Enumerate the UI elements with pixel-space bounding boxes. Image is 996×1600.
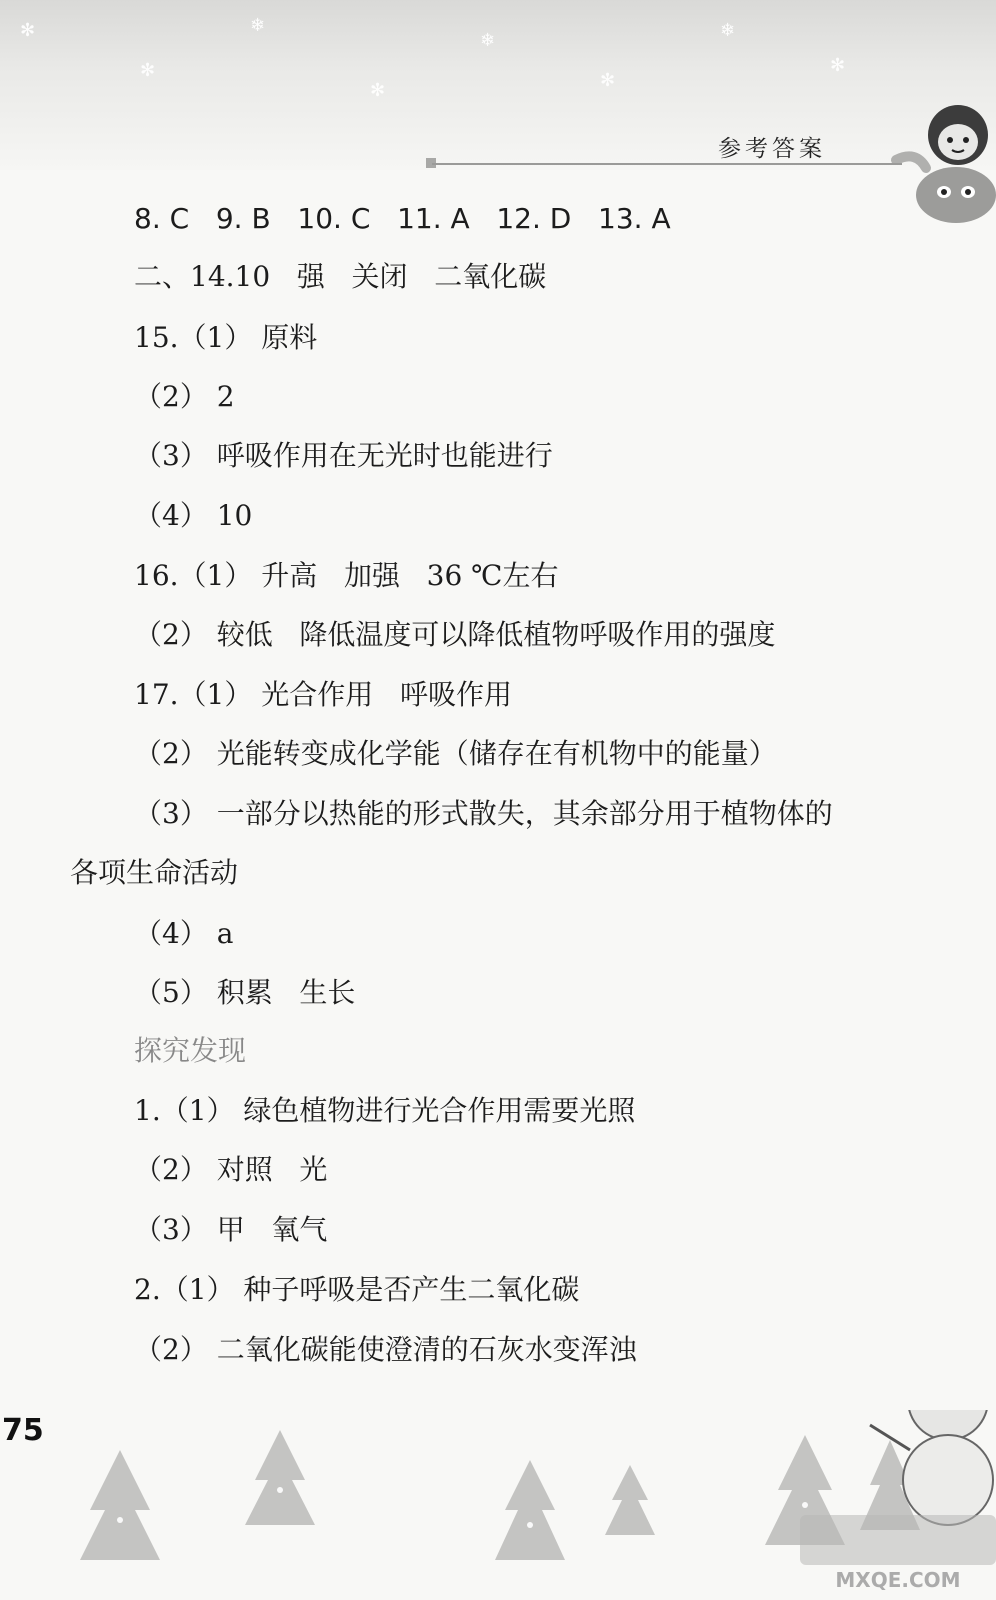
top-decorative-band (0, 0, 996, 170)
snowflake-icon: ✻ (830, 55, 846, 76)
cartoon-girl-icon (886, 80, 996, 230)
page-header-title: 参考答案 (718, 136, 826, 162)
answer-line: 8. C 9. B 10. C 11. A 12. D 13. A (134, 202, 671, 235)
answer-line: 二、14.10 强 关闭 二氧化碳 (134, 260, 547, 293)
watermark-logo (800, 1515, 996, 1595)
explore-line: （2） 二氧化碳能使澄清的石灰水变浑浊 (134, 1333, 637, 1366)
page-number: 75 (2, 1413, 44, 1448)
explore-line: 1.（1） 绿色植物进行光合作用需要光照 (134, 1094, 636, 1127)
snowflake-icon: ✻ (20, 20, 36, 41)
answer-line: （2） 2 (134, 380, 235, 413)
snowflake-icon: ❄ (720, 20, 736, 41)
answer-line: 15.（1） 原料 (134, 321, 318, 354)
answer-line: 各项生命活动 (70, 856, 239, 889)
answer-line: （3） 呼吸作用在无光时也能进行 (134, 439, 553, 472)
header-rule (432, 163, 902, 165)
answer-line: （5） 积累 生长 (134, 976, 356, 1009)
snowflake-icon: ✻ (140, 60, 156, 81)
explore-line: （2） 对照 光 (134, 1153, 328, 1186)
snowflake-icon: ❄ (250, 15, 266, 36)
section-title: 探究发现 (134, 1034, 247, 1067)
snowflake-icon: ❄ (480, 30, 496, 51)
snowflake-icon: ✻ (600, 70, 616, 91)
explore-line: 2.（1） 种子呼吸是否产生二氧化碳 (134, 1273, 580, 1306)
answer-line: （2） 光能转变成化学能（储存在有机物中的能量） (134, 737, 777, 770)
answer-line: （4） a (134, 917, 234, 950)
answer-line: （3） 一部分以热能的形式散失，其余部分用于植物体的 (134, 797, 833, 830)
answer-line: （4） 10 (134, 499, 253, 532)
answer-line: 17.（1） 光合作用 呼吸作用 (134, 678, 512, 711)
answer-line: 16.（1） 升高 加强 36 ℃左右 (134, 559, 559, 592)
svg-text:MXQE.COM: MXQE.COM (835, 1568, 961, 1592)
answer-line: （2） 较低 降低温度可以降低植物呼吸作用的强度 (134, 618, 776, 651)
explore-line: （3） 甲 氧气 (134, 1213, 328, 1246)
snowflake-icon: ✻ (370, 80, 386, 101)
